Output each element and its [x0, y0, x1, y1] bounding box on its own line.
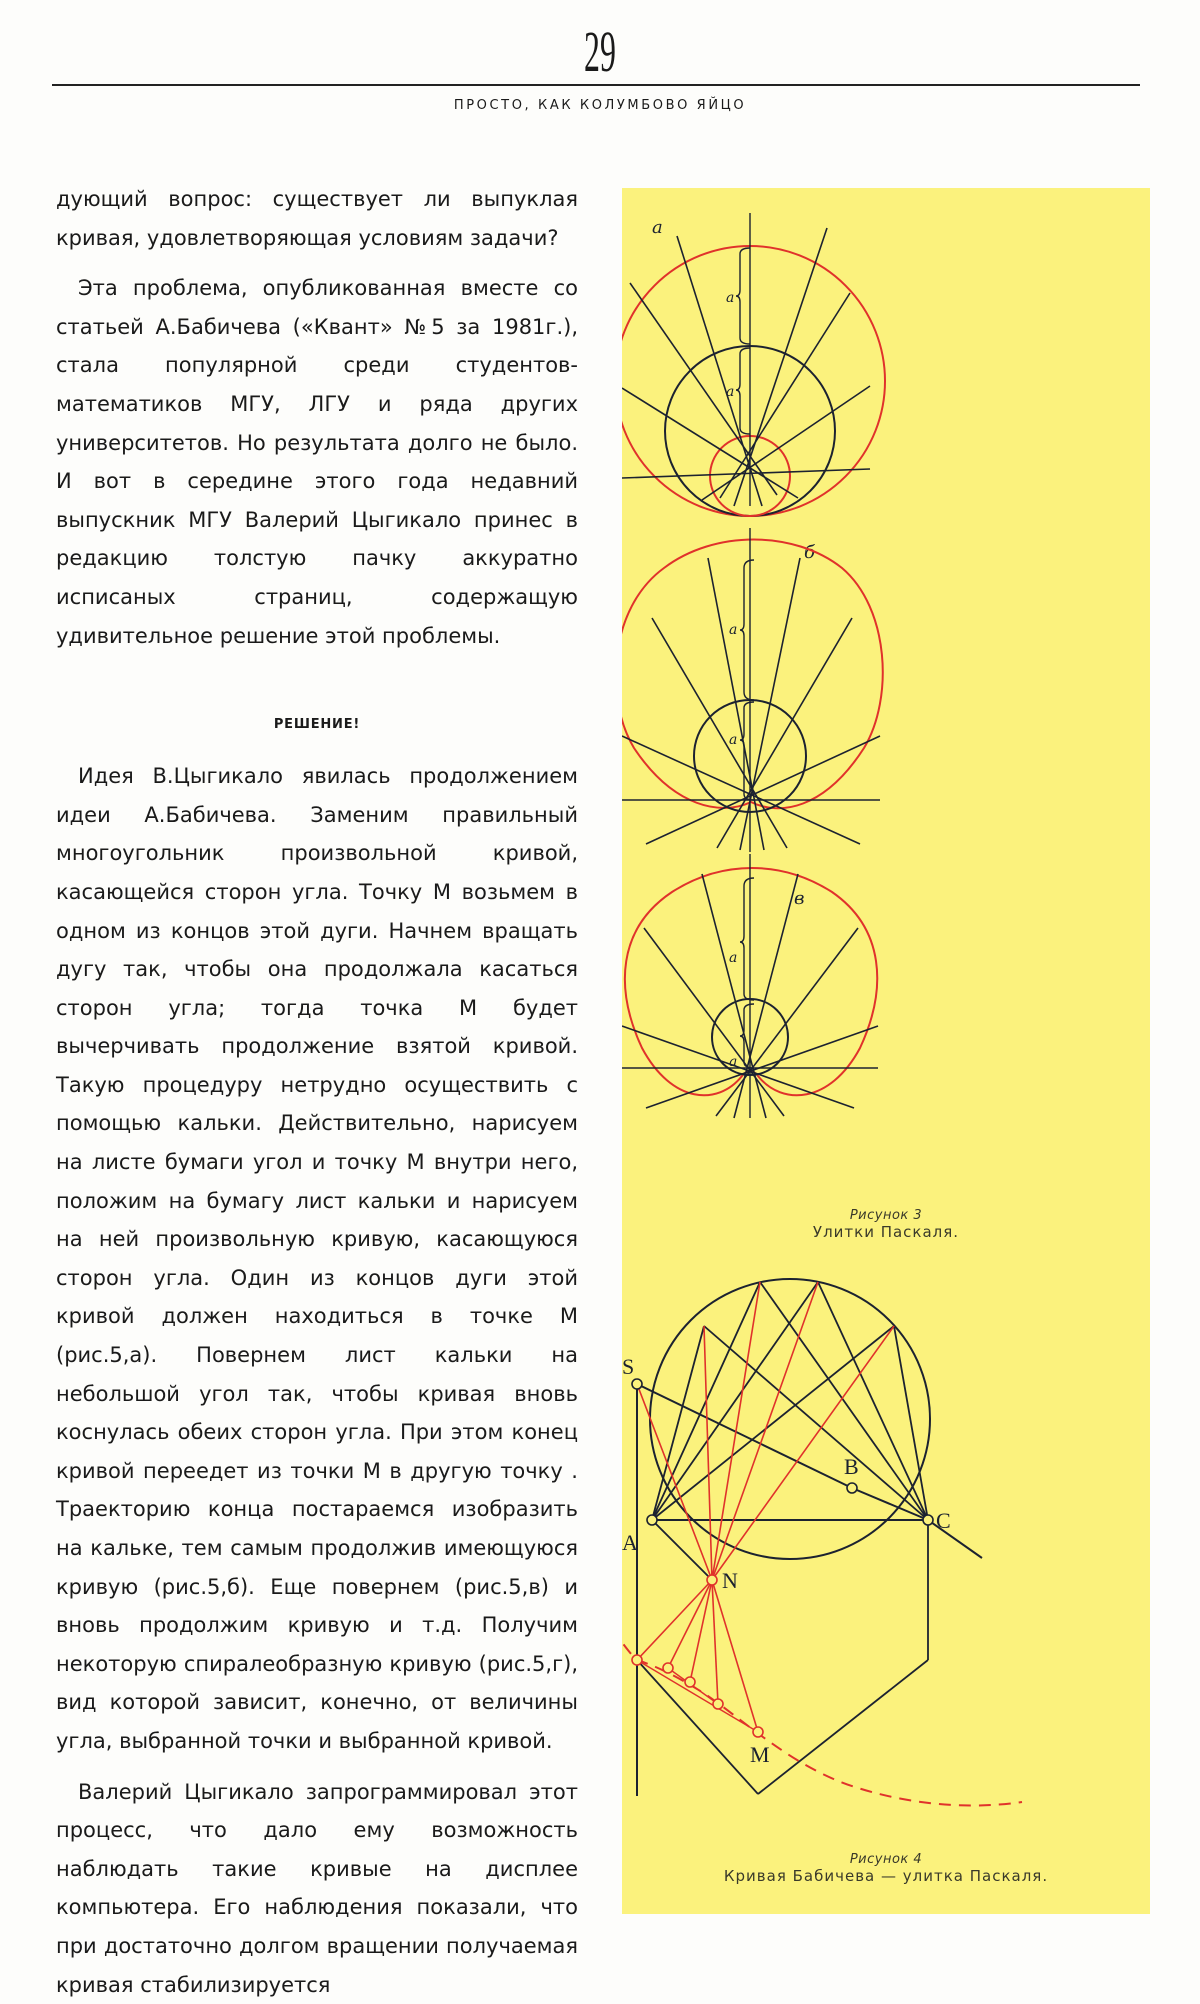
page-number: 29	[584, 19, 616, 84]
point-b-marker	[847, 1483, 857, 1493]
point-label-c: C	[936, 1508, 951, 1533]
section-heading: РЕШЕНИЕ!	[273, 717, 361, 733]
point-label-m: M	[750, 1742, 770, 1767]
point-label-b: B	[844, 1454, 859, 1479]
panel-label-a: а	[652, 217, 663, 238]
figures-svg	[622, 188, 1150, 1914]
paragraph: Идея В.Цыгикало явилась продолжением идеи А.Бабичева. Заменим правильный многоугольник произвольной кривой, касающейся сторон угла. Точку М возьмем в одном из концов этой дуги. Начнем вращать дугу так, чтобы она продолжала касаться сторон угла; тогда точка М будет вычерчивать продолжение взятой кривой. Такую процедуру нетрудно осуществить с помощью кальки. Действительно, нарисуем на листе бумаги угол и точку М внутри него, положим на бумагу лист кальки и нарисуем на ней произвольную кривую, касающуюся сторон угла. Один из концов дуги этой кривой должен находиться в точке М (рис.5,а). Повернем лист кальки на небольшой угол так, чтобы кривая вновь коснулась обеих сторон угла. При этом конец кривой переедет из точки М в другую точку . Траекторию конца постараемся изобразить на кальке, тем самым продолжив имеющуюся кривую (рис.5,б). Еще повернем (рис.5,в) и вновь продолжим кривую и т.д. Получим некоторую спиралеобразную кривую (рис.5,г), вид которой зависит, конечно, от величины угла, выбранной точки и выбранной кривой.	[56, 764, 578, 1753]
point-s-marker	[632, 1379, 642, 1389]
segment-label: а	[726, 384, 735, 400]
figure-4	[622, 1279, 1022, 1805]
segment-label: а	[729, 622, 738, 638]
point-n-marker	[707, 1575, 717, 1585]
panel-label-b: б	[804, 542, 815, 563]
figure-3c	[622, 854, 878, 1118]
figure-4-caption	[622, 1852, 1150, 1885]
outer-circle	[622, 246, 885, 516]
caption-title: Улитки Паскаля.	[812, 1223, 960, 1241]
limacon-outer	[622, 540, 883, 809]
paragraph: Валерий Цыгикало запрограммировал этот процесс, что дало ему возможность наблюдать такие кривые на дисплее компьютера. Его наблюдения показали, что при достаточно долгом вращении получаемая кривая стабилизируется	[56, 1779, 578, 1997]
segment-label: а	[729, 732, 738, 748]
curve-point	[663, 1663, 673, 1673]
point-a-marker	[647, 1515, 657, 1525]
chord	[652, 1282, 818, 1520]
point-c-marker	[923, 1515, 933, 1525]
point-m-marker	[753, 1727, 763, 1737]
line	[646, 736, 880, 844]
red-line	[668, 1580, 712, 1668]
figure-3a	[622, 213, 885, 516]
line	[637, 1660, 758, 1794]
figure-panel	[622, 188, 1150, 1914]
line	[622, 736, 860, 844]
curve-point	[713, 1699, 723, 1709]
caption-label: Рисунок 3	[849, 1208, 923, 1223]
paragraph: дующий вопрос: существует ли выпуклая кривая, удовлетворяющая условиям задачи?	[56, 187, 578, 250]
segment-label: а	[729, 950, 738, 966]
figure-3b	[622, 528, 883, 852]
line	[622, 1026, 854, 1108]
dashed-curve	[622, 1628, 1022, 1805]
point-label-n: N	[722, 1568, 738, 1593]
segment-label: а	[726, 290, 735, 306]
line	[646, 1026, 878, 1108]
curve-point	[685, 1677, 695, 1687]
segment-brace	[740, 560, 754, 700]
segment-brace	[740, 878, 754, 1000]
line	[758, 1660, 928, 1794]
red-line	[712, 1282, 760, 1580]
red-line	[712, 1326, 894, 1580]
caption-label: Рисунок 4	[849, 1852, 923, 1867]
running-head: ПРОСТО, КАК КОЛУМБОВО ЯЙЦО	[453, 98, 747, 113]
line-sb	[637, 1384, 852, 1488]
segment-brace	[736, 248, 750, 344]
paragraph: Эта проблема, опубликованная вместе со статьей А.Бабичева («Квант» №5 за 1981г.), стала популярной среди студентов-математиков МГУ, ЛГУ и ряда других университетов. Но результата долго не было. И вот в середине этого года недавний выпускник МГУ Валерий Цыгикало принес в редакцию толстую пачку аккуратно исписаных страниц, содержащую удивительное решение этой проблемы.	[56, 276, 578, 648]
segment-label: а	[729, 1054, 738, 1070]
caption-title: Кривая Бабичева — улитка Паскаля.	[723, 1867, 1049, 1885]
red-line	[637, 1580, 712, 1660]
panel-label-c: в	[794, 888, 805, 909]
line	[644, 928, 784, 1116]
line	[734, 228, 827, 506]
text-column	[56, 180, 578, 2004]
red-line	[690, 1580, 712, 1682]
point-label-a: A	[622, 1530, 638, 1555]
segment-brace	[736, 348, 750, 434]
header-rule	[52, 84, 1140, 86]
chord	[818, 1282, 928, 1520]
point-label-s: S	[622, 1354, 635, 1379]
line	[702, 874, 766, 1118]
curve-point	[632, 1655, 642, 1665]
figure-3-caption	[622, 1208, 1150, 1241]
red-line	[704, 1326, 712, 1580]
red-line	[712, 1282, 818, 1580]
line	[652, 618, 787, 848]
